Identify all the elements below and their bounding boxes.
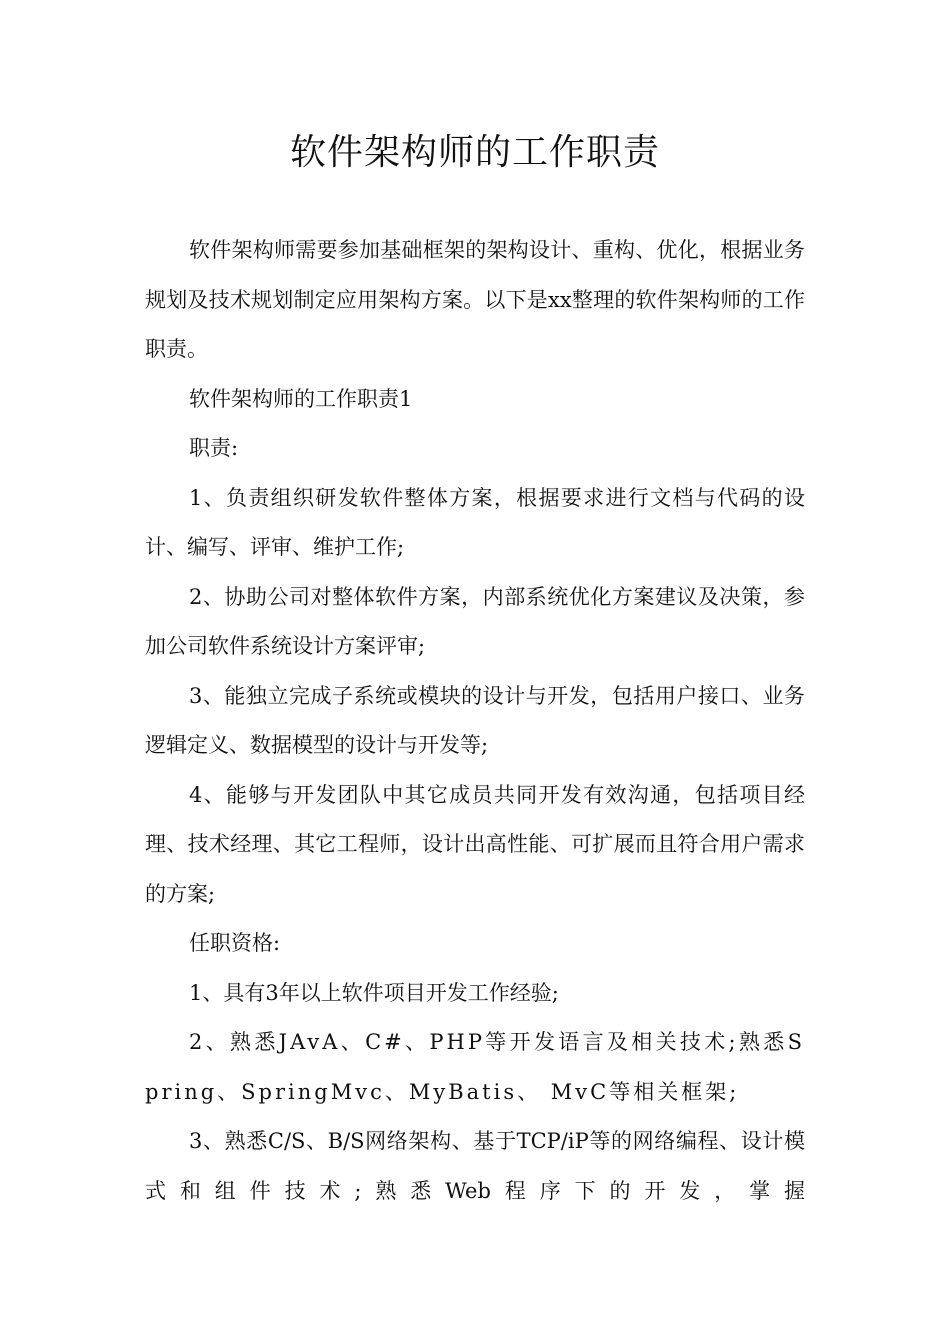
qualification-item-3: 3、熟悉C/S、B/S网络架构、基于TCP/iP等的网络编程、设计模式和组件技术;熟悉Web程序下的开发，掌握	[145, 1129, 805, 1203]
paragraph-intro: 软件架构师需要参加基础框架的架构设计、重构、优化，根据业务规划及技术规划制定应用架构方案。以下是xx整理的软件架构师的工作职责。	[145, 238, 805, 361]
subheading-qualifications: 任职资格:	[189, 931, 281, 955]
qualification-item-1: 1、具有3年以上软件项目开发工作经验;	[189, 980, 559, 1005]
duty-item-4: 4、能够与开发团队中其它成员共同开发有效沟通，包括项目经理、技术经理、其它工程师，设计出高性能、可扩展而且符合用户需求的方案;	[145, 782, 805, 906]
qualification-item-2: 2、熟悉JAvA、C#、PHP等开发语言及相关技术;熟悉Spring、SpringMvc、MyBatis、 MvC等相关框架;	[145, 1030, 805, 1104]
duty-item-3: 3、能独立完成子系统或模块的设计与开发，包括用户接口、业务逻辑定义、数据模型的设计与开发等;	[145, 683, 805, 757]
section-heading: 软件架构师的工作职责1	[189, 386, 413, 411]
subheading-duties: 职责:	[189, 436, 239, 460]
document-title: 软件架构师的工作职责	[289, 132, 660, 173]
document-body	[145, 226, 805, 1216]
duty-item-1: 1、负责组织研发软件整体方案，根据要求进行文档与代码的设计、编写、评审、维护工作;	[145, 485, 805, 559]
duty-item-2: 2、协助公司对整体软件方案，内部系统优化方案建议及决策，参加公司软件系统设计方案评审;	[145, 584, 805, 658]
